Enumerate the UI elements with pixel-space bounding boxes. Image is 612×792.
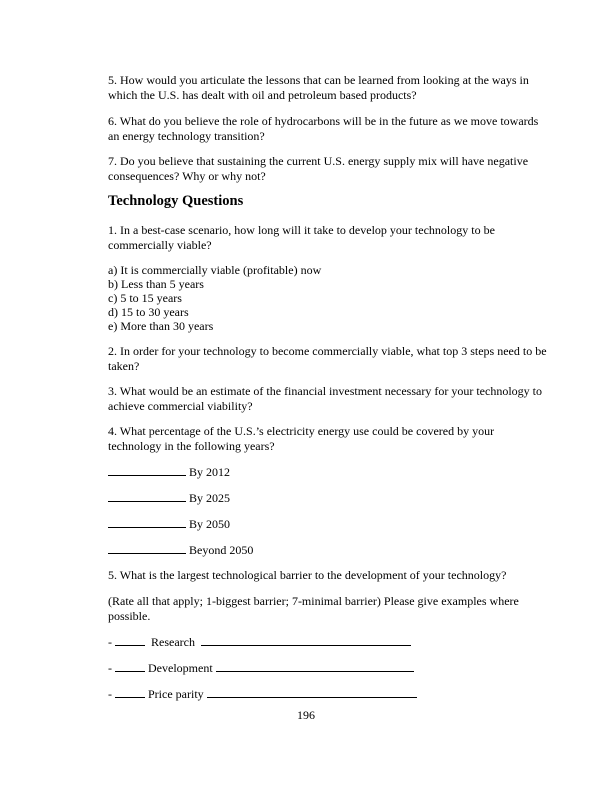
example-blank[interactable]: [207, 686, 417, 698]
question-5: 5. How would you articulate the lessons that can be learned from looking at the ways in which the U.S. has dealt with oil and petroleum based products?: [108, 73, 529, 102]
example-blank[interactable]: [216, 660, 414, 672]
tech-question-4: 4. What percentage of the U.S.’s electricity energy use could be covered by your technology in the following years?: [108, 424, 495, 453]
q5-instructions: (Rate all that apply; 1-biggest barrier; 7-minimal barrier) Please give examples where possible.: [108, 594, 519, 623]
example-blank[interactable]: [201, 634, 411, 646]
percentage-blank[interactable]: [108, 516, 186, 528]
tech-question-3: 3. What would be an estimate of the financial investment necessary for your technology to achieve commercial viability?: [108, 384, 542, 413]
barrier-row-research: - Research: [108, 634, 411, 649]
percentage-blank[interactable]: [108, 490, 186, 502]
rating-blank[interactable]: [115, 686, 145, 698]
question-6: 6. What do you believe the role of hydrocarbons will be in the future as we move towards an energy technology transition?: [108, 114, 539, 143]
percentage-blank[interactable]: [108, 464, 186, 476]
barrier-row-price-parity: - Price parity: [108, 686, 417, 701]
percentage-blank[interactable]: [108, 542, 186, 554]
barrier-row-development: - Development: [108, 660, 414, 675]
rating-blank[interactable]: [115, 660, 145, 672]
q1-options: [108, 263, 548, 333]
year-row-beyond-2050: Beyond 2050: [108, 542, 253, 557]
page-number: 196: [297, 708, 315, 722]
tech-question-2: 2. In order for your technology to become commercially viable, what top 3 steps need to be taken?: [108, 344, 547, 373]
year-row-2025: By 2025: [108, 490, 230, 505]
rating-blank[interactable]: [115, 634, 145, 646]
option-c: c) 5 to 15 years: [108, 291, 182, 305]
year-row-2050: By 2050: [108, 516, 230, 531]
option-a: a) It is commercially viable (profitable) now: [108, 263, 322, 277]
option-e: e) More than 30 years: [108, 319, 214, 333]
tech-question-5: 5. What is the largest technological barrier to the development of your technology?: [108, 568, 507, 582]
section-heading: Technology Questions: [108, 193, 244, 209]
year-row-2012: By 2012: [108, 464, 230, 479]
option-d: d) 15 to 30 years: [108, 305, 189, 319]
option-b: b) Less than 5 years: [108, 277, 204, 291]
question-7: 7. Do you believe that sustaining the current U.S. energy supply mix will have negative consequences? Why or why not?: [108, 154, 529, 183]
tech-question-1: 1. In a best-case scenario, how long will it take to develop your technology to be commercially viable?: [108, 223, 495, 252]
